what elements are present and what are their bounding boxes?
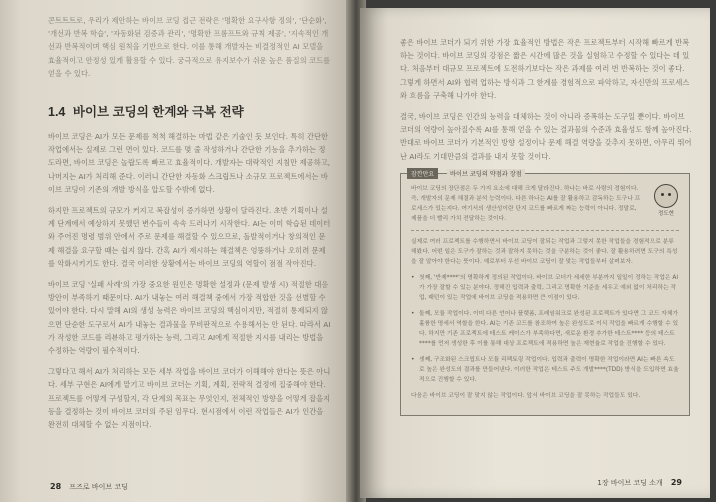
sidebar-box <box>400 170 690 416</box>
left-paragraph-2: 하지만 프로젝트의 규모가 커지고 복잡성이 증가하면 상황이 달라진다. 초반 기획이나 설계 단계에서 예상하지 못했던 변수들이 속속 드러나기 시작한다. AI는 이미 학습된 데이터와 주어진 명령 범위 안에서 주로 문제를 해결할 수 있으므로, 돌발적이거나 창의적인 문제 해결을 요구할 때는 쉽지 않다. 간혹 AI가 제시하는 해결책은 엉뚱하거나 오히려 문제를 악화시키기도 한다. 결국 이러한 상황에서는 바이브 코딩의 역할이 점점 작아진다. <box>48 206 331 268</box>
right-page-number: 29 <box>670 478 682 487</box>
sidebar-closing: 다음은 바이브 코딩이 잘 맞지 않는 작업이다. 앞서 바이브 코딩을 잘 못하는 작업들도 있다. <box>411 392 641 399</box>
left-page <box>0 0 352 502</box>
avatar-name: 정도현 <box>658 210 674 217</box>
sidebar-divider <box>411 230 679 231</box>
sidebar-bullet-1: • 첫째, '반제****'의 명확하게 정의된 작업이다. 바이브 코더가 세세한 부분까지 일일이 정하는 작업은 AI가 가장 잘할 수 있는 분야다. 정해진 입력과 출력, 그리고 명확한 기준을 세우고 예외 없이 처리하는 작업, 패턴이 있는 작업에 바이브 코딩을 적용하면 큰 이점이 있다. <box>411 273 679 303</box>
left-paragraph-1: 바이브 코딩은 AI가 모든 문제를 척척 해결하는 마법 같은 기술인 듯 보인다. 특히 간단한 작업에서는 실제로 그런 면이 있다. 코드를 몇 줄 작성하거나 간단한 기능을 추가하는 정도라면, 바이브 코딩은 놀랍도록 빠르고 효율적이다. 개발자는 대략적인 지침만 제공하고, 나머지는 AI가 처리해 준다. 이러니 간단한 자동화 스크립트나 소규모 프로젝트에서는 바이브 코딩이 기존의 개발 방식을 압도할 수밖에 없다. <box>48 132 331 194</box>
sidebar-lead: 바이브 코딩의 장단점은 두 가지 요소에 대해 크게 달라진다. 하나는 바로 사람의 경험이다. 즉, 개발자의 문제 해결과 분석 능력이다. 다른 하나는 AI를 잘 활용하고 감독하는 도구나 프로세스가 있는지다. 여기서의 생산성이란 단지 코드를 빠르게 짜는 능력이 아니다. 정말로, 제품을 더 빨리 가치 전달하는 것이다. <box>411 185 641 222</box>
left-page-number: 28 <box>50 482 62 491</box>
sidebar-bullet-2: • 둘째, 모듈 작업이다. 이미 다른 언어나 플랫폼, 프레임워크로 완성된 프로젝트가 있다면 그 코드 자체가 훌륭한 명세서 역할을 한다. AI는 기존 코드를 참조하여 높은 완성도로 이식 작업을 빠르게 수행할 수 있다. 하지만 기존 프로젝트에 테스트 케이스가 부족하다면, 새로운 환경 추가한 테스트**** 등의 테스트****를 먼저 생성한 후 이를 통해 대상 프로젝트에 적용하면 높은 재현율로 작업을 진행할 수 있다. <box>411 309 679 349</box>
section-title: 바이브 코딩의 한계와 극복 전략 <box>72 105 244 120</box>
left-footer-text: 프즈로 바이브 코딩 <box>69 483 128 491</box>
section-number: 1.4 <box>48 105 66 120</box>
section-heading <box>48 102 332 120</box>
avatar-face-icon <box>654 184 678 208</box>
right-paragraph-2: 결국, 바이브 코딩은 인간의 능력을 대체하는 것이 아니라 증폭하는 도구일 뿐이다. 바이브 코더의 역량이 높아질수록 AI를 통해 얻을 수 있는 결과물의 수준과 효율성도 함께 높아진다. 반대로 바이브 코더가 기본적인 방향 설정이나 문제 해결 역량을 갖추지 못하면, 아무리 뛰어난 AI라도 기대만큼의 결과를 내지 못할 것이다. <box>400 112 692 161</box>
author-avatar <box>653 184 679 217</box>
left-paragraph-4: 그렇다고 해서 AI가 처리하는 모든 세부 작업을 바이브 코더가 이해해야 한다는 뜻은 아니다. 세부 구현은 AI에게 맡기고 바이브 코더는 기획, 계획, 전략적 결정에 집중해야 한다. 프로젝트를 어떻게 구성할지, 각 단계의 목표는 무엇인지, 전체적인 방향을 어떻게 잡을지 등을 결정하는 것이 바이브 코더의 주된 임무다. 현시점에서 이런 작업들은 AI가 인간을 완전히 대체할 수 없는 지점이다. <box>48 367 331 430</box>
sidebar-bullet-3: • 셋째, 구조화된 스크립트나 모듈 리팩토링 작업이다. 입력과 출력이 명확한 작업이라면 AI는 빠른 속도로 높은 완성도의 결과를 만들어낸다. 이러한 작업은 테스트 주도 개발****(TDD) 방식을 도입하면 효율적으로 진행할 수 있다. <box>411 355 679 385</box>
intro-paragraph: 콘트트트로, 우리가 제안하는 바이브 코딩 접근 전략은 '명확한 요구사항 정의', '단순화', '개선과 반복 학습', '자동화된 검증과 관리', '명확한 프롬프트와 규칙 제공', '지속적인 개선과 반복적이며 핵심 원칙을 기반으로 한다. 이를 통해 개발자는 비결정적인 AI 모델을 효율적이고 안정성 있게 활용할 수 있다. 궁극적으로 유지보수가 쉬운 높은 품질의 코드를 얻을 수 있다. <box>48 16 331 78</box>
left-paragraph-3: 바이브 코딩 '실패 사례'의 가장 중요한 원인은 명확한 설정과 (문제 발생 시) 적절한 대응 방안이 부족하기 때문이다. AI가 내놓는 여러 해결책 중에서 가장 적합한 것을 선별할 수 있어야 한다. 다시 말해 AI의 생성 능력은 바이브 코딩의 핵심이지만, 적절히 통제되지 않으면 단순한 도구로서 AI가 내놓는 결과물을 무비판적으로 수용해서는 안 된다. 따라서 AI가 작성한 코드를 리뷰하고 평가하는 능력, 그리고 AI에게 적절한 지시를 내리는 방법을 수정하는 역량이 필수적이다. <box>48 280 331 356</box>
right-footer <box>597 478 682 488</box>
right-footer-chapter: 1장 바이브 코딩 소개 <box>597 479 663 487</box>
sidebar-tag: 잠깐만요 <box>407 168 438 179</box>
right-paragraph-1: 좋은 바이브 코더가 되기 위한 가장 효율적인 방법은 작은 프로젝트부터 시작해 빠르게 반복하는 것이다. 바이브 코딩의 강점은 짧은 시간에 많은 것을 실험하고 수정할 수 있다는 데 있다. 처음부터 대규모 프로젝트에 도전하기보다는 작은 과제를 여러 번 반복하는 것이 좋다. 그렇게 하면서 AI와 협력 업하는 방식과 그 한계를 경험적으로 파악하고, 자신만의 프로세스와 흐름을 구축해 나가야 한다. <box>400 38 690 100</box>
sidebar-paragraph-2: 실제로 여러 프로젝트를 수행하면서 바이브 코딩이 잘되는 작업과 그렇지 못한 작업들을 경험적으로 분류해봤다. 어떤 일은 도구가 잘하는 것과 잘하지 못하는 것을 구분하는 것이 좋다. 잘 활용하려면 도구의 특성을 잘 알아야 한다는 뜻이다. 예로부터 우선 바이브 코딩이 잘 맞는 작업들부터 살펴보자. <box>411 238 678 265</box>
right-page <box>360 8 710 498</box>
sidebar-title: 바이브 코딩의 약점과 장점 <box>447 169 525 178</box>
left-footer <box>50 482 128 492</box>
